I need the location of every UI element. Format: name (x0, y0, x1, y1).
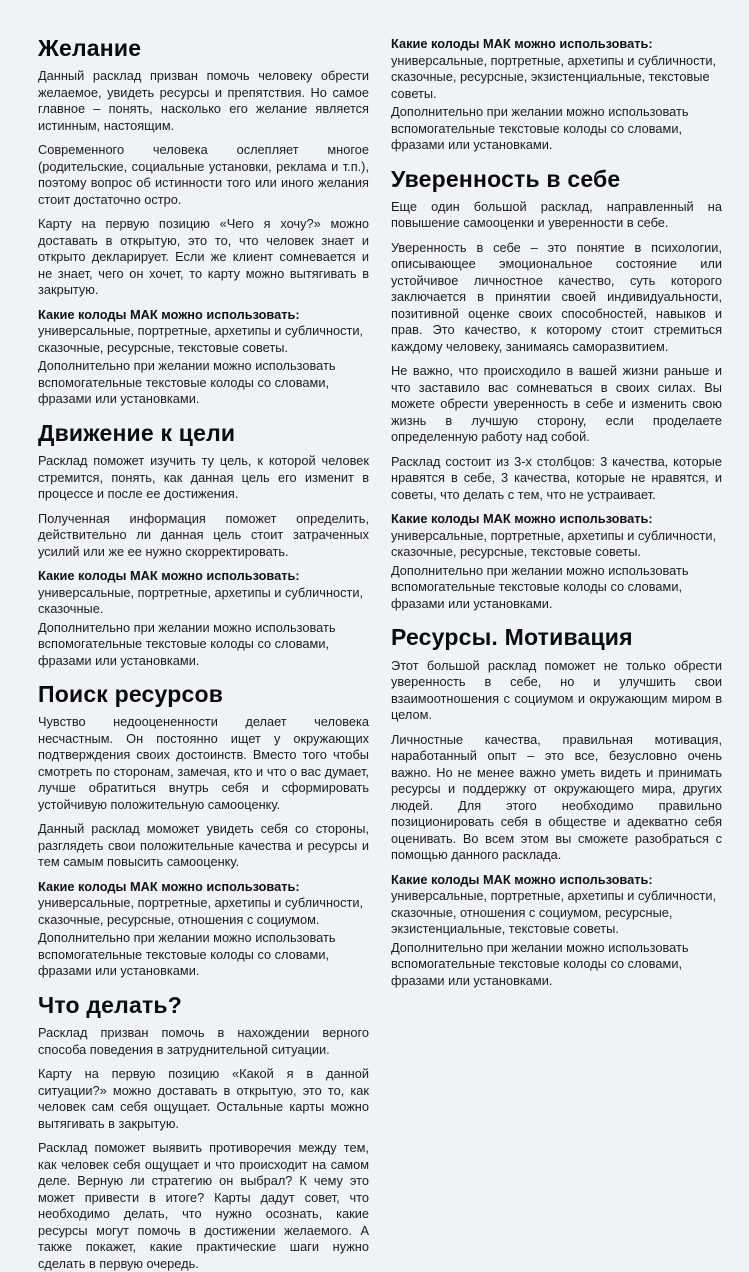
decks-extra: Дополнительно при желании можно использовать вспомогательные текстовые колоды со словами, фразами или установками. (38, 930, 336, 979)
paragraph: Личностные качества, правильная мотивация, наработанный опыт – это все, безусловно очень важно. Но не менее важно уметь видеть и принимать ресурсы и поддержку от окружающего мира, других людей. Для этого необходимо правильно позиционировать себя в обществе и адекватно себя оценивать. Во всем этом вы сможете разобраться с помощью данного расклада. (391, 731, 722, 863)
paragraph: Современного человека ослепляет многое (родительские, социальные установки, реклама и т.п.), поэтому вопрос об истинности того или иного желания стоит достаточно остро. (38, 142, 369, 207)
decks-label: Какие колоды МАК можно использовать: (391, 36, 653, 51)
section-chto-delat (38, 993, 369, 1272)
paragraph: Расклад поможет изучить ту цель, к которой человек стремится, понять, как данная цель его изменит в процессе и после ее достижения. (38, 453, 369, 502)
paragraph: Расклад призван помочь в нахождении верного способа поведения в затруднительной ситуации. (38, 1025, 369, 1057)
paragraph: Карту на первую позицию «Какой я в данной ситуации?» можно доставать в открытую, это то, как человек сам себя ощущает. Остальные карты можно вытягивать в закрытую. (38, 1066, 369, 1131)
paragraph: Данный расклад призван помочь человеку обрести желаемое, увидеть ресурсы и препятствия. Но самое главное – понять, насколько его желание является истинным, настоящим. (38, 68, 369, 133)
paragraph: Полученная информация поможет определить, действительно ли данная цель стоит затраченных усилий или же ее нужно скорректировать. (38, 510, 369, 559)
decks-block (391, 511, 722, 612)
decks-list: универсальные, портретные, архетипы и субличности, сказочные, ресурсные, текстовые советы. (391, 527, 717, 560)
right-column (391, 36, 722, 1043)
paragraph: Карту на первую позицию «Чего я хочу?» можно доставать в открытую, это то, что человек знает и открыто декларирует. Если же клиент сомневается и не знает, чего он хочет, то карту можно вытягивать в закрытую. (38, 216, 369, 298)
decks-list: универсальные, портретные, архетипы и субличности, сказочные, ресурсные, экзистенциальные, текстовые советы. (391, 52, 717, 101)
paragraph: Данный расклад моможет увидеть себя со стороны, разглядеть свои положительные качества и ресурсы и тем самым повысить самооценку. (38, 821, 369, 870)
decks-list: универсальные, портретные, архетипы и субличности, сказочные. (38, 584, 364, 617)
decks-list: универсальные, портретные, архетипы и субличности, сказочные, ресурсные, текстовые советы. (38, 323, 364, 355)
decks-extra: Дополнительно при желании можно использовать вспомогательные текстовые колоды со словами, фразами или установками. (391, 562, 689, 611)
decks-extra: Дополнительно при желании можно использовать вспомогательные текстовые колоды со словами, фразами или установками. (38, 358, 336, 407)
decks-list: универсальные, портретные, архетипы и субличности, сказочные, отношения с социумом, ресурсные, экзистенциальные, текстовые советы. (391, 888, 717, 937)
section-uverennost-v-sebe (391, 167, 722, 613)
paragraph: Расклад состоит из 3-х столбцов: 3 качества, которые нравятся в себе, 3 качества, которые не нравятся, и советы, что делать с тем, что не устраивает. (391, 453, 722, 502)
section-title-resursy: Ресурсы. Мотивация (391, 624, 633, 651)
decks-label: Какие колоды МАК можно использовать: (38, 878, 300, 894)
decks-label: Какие колоды МАК можно использовать: (391, 511, 653, 527)
section-continuation-decks (391, 36, 722, 154)
decks-block (38, 568, 369, 669)
section-poisk-resursov (38, 682, 369, 980)
paragraph: Уверенность в себе – это понятие в психологии, описывающее эмоциональное состояние или устойчивое личностное качество, суть которого заключается в принятии своей индивидуальности, позитивной оценке своих способностей, навыков и прав. Это качество, к которому стоит стремиться каждому человеку, занимаясь саморазвитием. (391, 239, 722, 354)
left-column (38, 35, 369, 1271)
paragraph: Чувство недооцененности делает человека несчастным. Он постоянно ищет у окружающих подтверждения своих достоинств. Вместо того чтобы смотреть по сторонам, замечая, кто и что о вас думает, лучше обратиться внутрь себя и сформировать устойчивую положительную самооценку. (38, 714, 369, 812)
decks-block (391, 36, 722, 154)
paragraph: Еще один большой расклад, направленный на повышение самооценки и уверенности в себе. (391, 198, 722, 231)
decks-block (38, 307, 369, 408)
decks-extra: Дополнительно при желании можно использовать вспомогательные текстовые колоды со словами, фразами или установками. (38, 619, 336, 668)
decks-block (391, 872, 722, 990)
section-title-dvizhenie: Движение к цели (38, 419, 236, 446)
section-resursy-motivaciya (391, 625, 722, 989)
decks-block (38, 879, 369, 980)
decks-extra: Дополнительно при желании можно использовать вспомогательные текстовые колоды со словами, фразами или установками. (391, 104, 689, 152)
decks-list: универсальные, портретные, архетипы и субличности, сказочные, ресурсные, отношения с социумом. (38, 895, 364, 927)
section-title-zhelanie: Желание (38, 35, 142, 61)
section-dvizhenie-k-celi (38, 421, 369, 669)
section-title-chto-delat: Что делать? (38, 991, 183, 1018)
section-title-uverennost: Уверенность в себе (391, 165, 621, 192)
decks-label: Какие колоды МАК можно использовать: (391, 871, 653, 887)
paragraph: Расклад поможет выявить противоречия между тем, как человек себя ощущает и что происходит на самом деле. Верную ли стратегию он выбрал? К чему это может привести в итоге? Карты дадут совет, что необходимо делать, что нужно осознать, какие ресурсы могут помочь в достижении желаемого. А также покажет, какие практические шаги нужно сделать в первую очередь. (38, 1140, 369, 1271)
section-title-poisk: Поиск ресурсов (38, 681, 224, 708)
decks-label: Какие колоды МАК можно использовать: (38, 568, 300, 584)
paragraph: Не важно, что происходило в вашей жизни раньше и что заставило вас сомневаться в своих силах. Вы можете обрести уверенность в себе и изменить свою жизнь в лучшую сторону, если проделаете определенную работу над собой. (391, 363, 722, 445)
section-zhelanie (38, 36, 369, 408)
decks-extra: Дополнительно при желании можно использовать вспомогательные текстовые колоды со словами, фразами или установками. (391, 939, 689, 988)
paragraph: Этот большой расклад поможет не только обрести уверенность в себе, но и улучшить свои взаимоотношения с социумом и окружающим миром в целом. (391, 657, 722, 723)
decks-label: Какие колоды МАК можно использовать: (38, 306, 300, 322)
